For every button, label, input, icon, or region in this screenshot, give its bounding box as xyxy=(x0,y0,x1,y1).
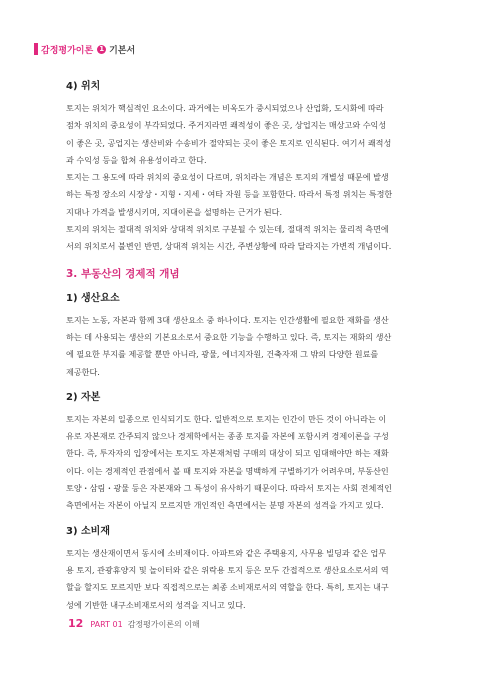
text-line: 토지는 자본의 일종으로 인식되기도 한다. 일반적으로 토지는 인간이 만든 것이 아니라는 이 xyxy=(66,413,387,424)
heading-location: 4) 위치 xyxy=(66,81,101,92)
footer-part-label: PART 01 xyxy=(90,620,123,629)
text-line: 하는 특정 장소의 시장상・지형・지세・여타 자원 등을 포함한다. 따라서 특정 위치는 특정한 xyxy=(66,189,393,200)
page-body xyxy=(66,80,438,614)
page-number: 12 xyxy=(68,617,84,630)
text-line: 점차 위치의 중요성이 부각되었다. 주거지라면 쾌적성이 좋은 곳, 상업지는 매상고와 수익성 xyxy=(66,120,387,131)
section-title-economic: 3. 부동산의 경제적 개념 xyxy=(66,267,180,280)
paragraph-location xyxy=(66,100,438,256)
text-line: 유로 자본재로 간주되지 않으나 경제학에서는 종종 토지를 자본에 포함시켜 경제이론을 구성 xyxy=(66,431,389,442)
text-line: 지대나 가격을 발생시키며, 지대이론을 설명하는 근거가 된다. xyxy=(66,206,283,217)
text-line: 할을 할지도 모르지만 보다 직접적으로는 최종 소비재로서의 역할을 한다. 특히, 토지는 내구 xyxy=(66,582,389,593)
header-chapter-title: 기본서 xyxy=(109,45,136,56)
text-line: 성에 기반한 내구소비재로서의 성격을 지니고 있다. xyxy=(66,599,246,610)
text-line: 토지는 그 용도에 따라 위치의 중요성이 다르며, 위치라는 개념은 토지의 개별성 때문에 발생 xyxy=(66,172,389,183)
text-line: 토지는 생산재이면서 동시에 소비재이다. 아파트와 같은 주택용지, 사무용 빌딩과 같은 업무 xyxy=(66,547,387,558)
running-header xyxy=(34,42,135,56)
text-line: 측면에서는 자본이 아닐지 모르지만 개인적인 측면에서는 분명 자본의 성격을 가지고 있다. xyxy=(66,500,384,511)
text-line: 토양・삼림・광물 등은 자본재와 그 특성이 유사하기 때문이다. 따라서 토지는 사회 전체적인 xyxy=(66,483,392,494)
text-line: 이다. 이는 경제적인 관점에서 볼 때 토지와 자본을 명백하게 구별하기가 어려우며, 부동산인 xyxy=(66,465,389,476)
text-line: 토지의 위치는 절대적 위치와 상대적 위치로 구분될 수 있는데, 절대적 위치는 물리적 측면에 xyxy=(66,224,389,235)
text-line: 용 토지, 관광휴양지 및 놀이터와 같은 위락용 토지 등은 모두 간접적으로 생산요소로서의 역 xyxy=(66,564,389,575)
text-line: 한다. 즉, 투자자의 입장에서는 토지도 자본재처럼 구매의 대상이 되고 임대해야만 하는 재화 xyxy=(66,448,389,459)
heading-production-factor: 1) 생산요소 xyxy=(66,292,120,304)
text-line: 에 필요한 부지를 제공할 뿐만 아니라, 광물, 에너지자원, 건축자재 그 밖의 다양한 원료를 xyxy=(66,349,379,360)
paragraph-consumer-goods xyxy=(66,545,438,614)
page-footer xyxy=(68,617,200,631)
text-line: 토지는 위치가 핵심적인 요소이다. 과거에는 비옥도가 중시되었으나 산업화, 도시화에 따라 xyxy=(66,103,384,113)
text-line: 과 수익성 등을 합쳐 유용성이라고 한다. xyxy=(66,154,207,165)
footer-part-title: 감정평가이론의 이해 xyxy=(127,620,200,629)
paragraph-capital xyxy=(66,411,438,515)
header-section-title: 감정평가이론 xyxy=(41,45,94,56)
header-accent-bar xyxy=(34,43,38,55)
text-line: 토지는 노동, 자본과 함께 3대 생산요소 중 하나이다. 토지는 인간생활에 필요한 재화를 생산 xyxy=(66,314,389,325)
text-line: 하는 데 사용되는 생산의 기본요소로서 중요한 기능을 수행하고 있다. 즉, 토지는 재화의 생산 xyxy=(66,331,392,342)
paragraph-production-factor xyxy=(66,312,438,381)
text-line: 서의 위치로서 불변인 반면, 상대적 위치는 시간, 주변상황에 따라 달라지는 가변적 개념이다. xyxy=(66,241,392,252)
heading-capital: 2) 자본 xyxy=(66,391,101,403)
heading-consumer-goods: 3) 소비재 xyxy=(66,525,110,537)
header-number-badge: 1 xyxy=(97,45,106,54)
text-line: 제공한다. xyxy=(66,366,100,377)
text-line: 이 좋은 곳, 공업지는 생산비와 수송비가 절약되는 곳이 좋은 토지로 인식된다. 여기서 쾌적성 xyxy=(66,137,392,148)
